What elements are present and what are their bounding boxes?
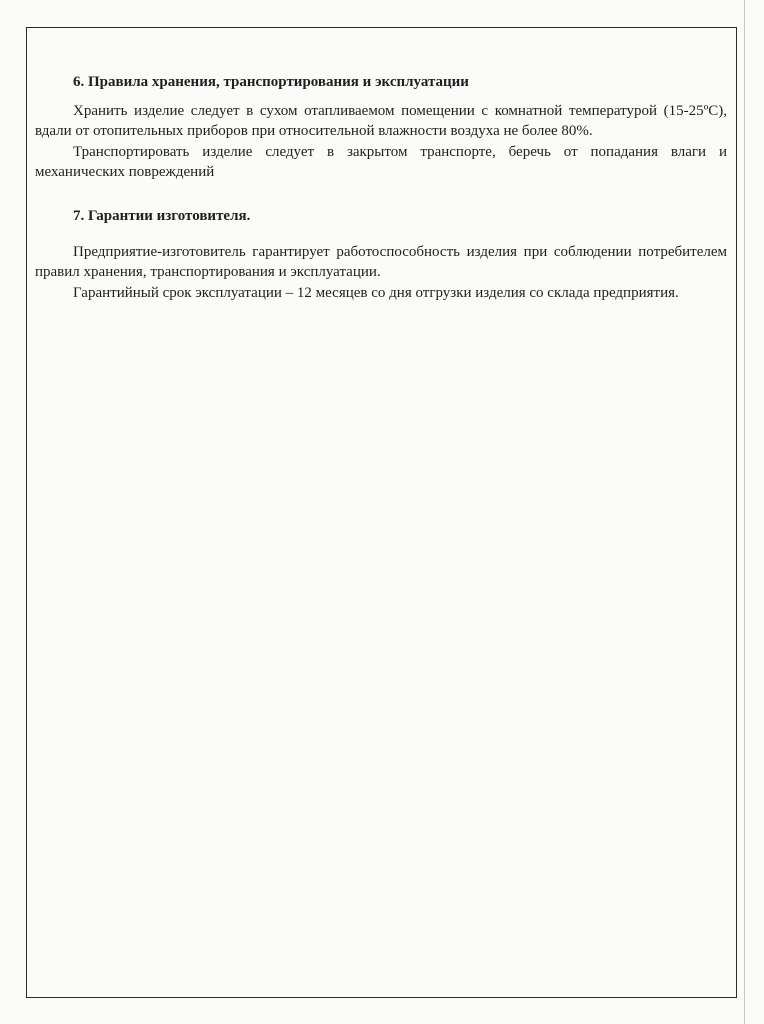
paragraph-transport-conditions: Транспортировать изделие следует в закрытом транспорте, беречь от попадания влаги и механических повреждений — [35, 144, 727, 180]
section-heading-storage: 6. Правила хранения, транспортирования и эксплуатации — [73, 74, 469, 90]
paragraph-storage-conditions: Хранить изделие следует в сухом отапливаемом помещении с комнатной температурой (15-25ºС), вдали от отопительных приборов при относительной влажности воздуха не более 80%. — [35, 103, 727, 139]
paragraph-warranty-period: Гарантийный срок эксплуатации – 12 месяцев со дня отгрузки изделия со склада предприятия. — [73, 285, 679, 301]
document-body — [35, 73, 727, 303]
section-warranty — [35, 207, 727, 303]
paragraph-warranty-statement: Предприятие-изготовитель гарантирует работоспособность изделия при соблюдении потребителем правил хранения, транспортирования и эксплуатации. — [35, 244, 727, 280]
section-storage — [35, 73, 727, 182]
section-heading-warranty: 7. Гарантии изготовителя. — [73, 208, 251, 224]
scan-edge-line — [744, 0, 745, 1024]
